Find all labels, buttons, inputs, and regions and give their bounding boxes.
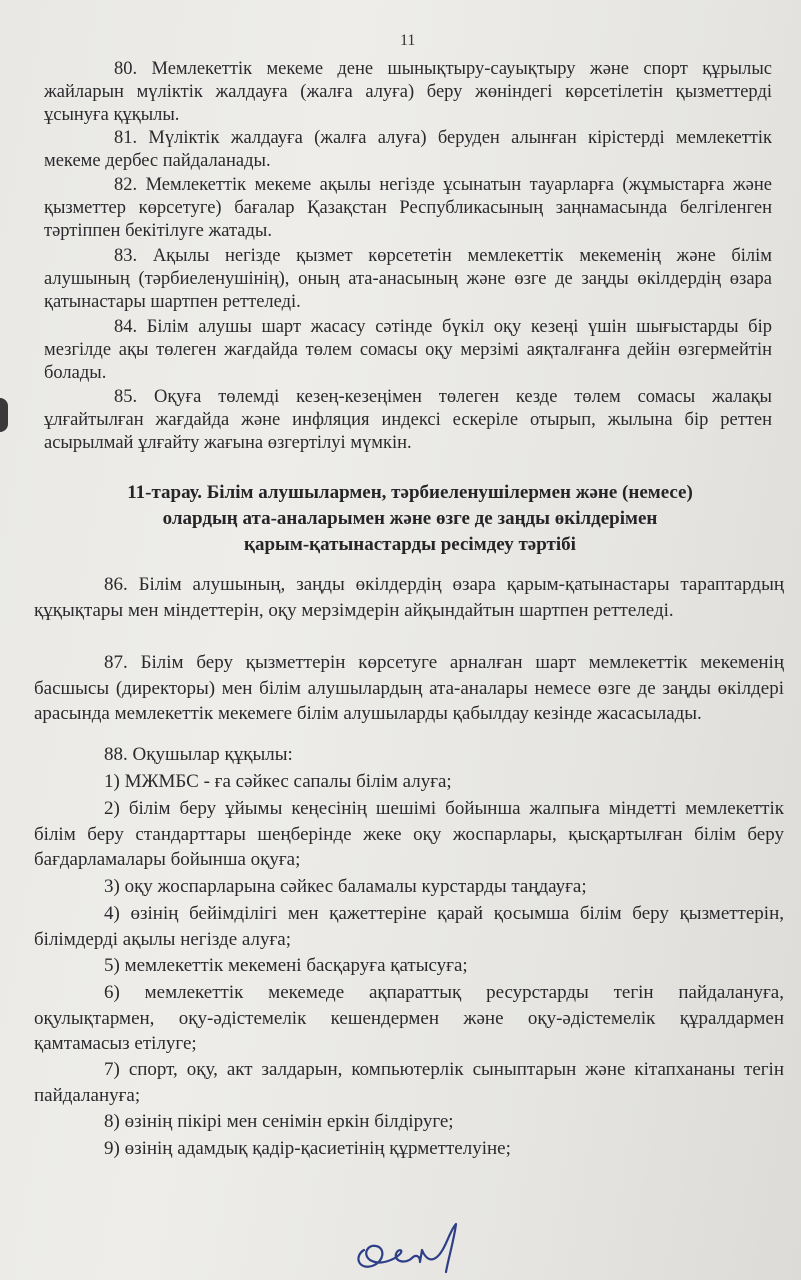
paragraph-85: 85. Оқуға төлемді кезең-кезеңімен төлеген кезде төлем сомасы жалақы ұлғайтылған жағдайда және инфляция индексі ескеріле отырып, жылына бір реттен асырылмай ұлғайту жағына өзгертілуі мүмкін. — [44, 387, 772, 453]
paragraph-87: 87. Білім беру қызметтерін көрсетуге арналған шарт мемлекеттік мекеменің басшысы (директоры) мен білім алушылардың ата-аналары немесе өзге де заңды өкілдері арасында мемлекеттік мекемеге білім алушыларды қабылдау кезінде жасасылады. — [34, 652, 784, 724]
list-item-3: 3) оқу жоспарларына сәйкес баламалы курстарды таңдауға; — [104, 876, 587, 897]
list-item-1: 1) МЖМБС - ға сәйкес сапалы білім алуға; — [104, 771, 452, 792]
handwritten-signature — [350, 1220, 480, 1278]
list-item-8: 8) өзінің пікірі мен сенімін еркін білдіруге; — [104, 1111, 454, 1132]
list-item-7: 7) спорт, оқу, акт залдарын, компьютерлік сыныптарын және кітапхананы тегін пайдалануға; — [34, 1059, 784, 1106]
list-item-2: 2) білім беру ұйымы кеңесінің шешімі бойынша жалпыға міндетті мемлекеттік білім беру стандарттары шеңберінде жеке оқу жоспарлары, қысқартылған білім беру бағдарламалары бойынша оқуға; — [34, 798, 784, 870]
list-item-6: 6) мемлекеттік мекемеде ақпараттық ресурстарды тегін пайдалануға, оқулықтармен, оқу-әдістемелік кешендермен және оқу-әдістемелік құралдармен қамтамасыз етілуге; — [34, 982, 784, 1054]
paragraph-84: 84. Білім алушы шарт жасасу сәтінде бүкіл оқу кезеңі үшін шығыстарды бір мезгілде ақы төлеген жағдайда төлем сомасы оқу мерзімі аяқталғанға дейін өзгермейтін болады. — [44, 317, 772, 383]
list-item-4: 4) өзінің бейімділігі мен қажеттеріне қарай қосымша білім беру қызметтерін, білімдерді ақылы негізде алуға; — [34, 903, 784, 950]
paragraph-80: 80. Мемлекеттік мекеме дене шынықтыру-сауықтыру және спорт құрылыс жайларын мүліктік жалдауға (жалға алуға) беру жөніндегі көрсетілетін қызметтерді ұсынуға құқылы. — [44, 59, 772, 125]
paragraph-86: 86. Білім алушының, заңды өкілдердің өзара қарым-қатынастары тараптардың құқықтары мен міндеттерін, оқу мерзімдерін айқындайтын шартпен реттеледі. — [34, 574, 784, 621]
list-item-5: 5) мемлекеттік мекемені басқаруға қатысуға; — [104, 955, 468, 976]
binder-hole-shadow — [0, 398, 8, 432]
chapter-heading-line-3: қарым-қатынастарды ресімдеу тәртібі — [244, 534, 576, 555]
list-item-9: 9) өзінің адамдық қадір-қасиетінің құрметтелуіне; — [104, 1138, 511, 1159]
paragraph-82: 82. Мемлекеттік мекеме ақылы негізде ұсынатын тауарларға (жұмыстарға және қызметтер көрсетуге) бағалар Қазақстан Республикасының заңнамасында белгіленген тәртіппен бекітілуге жатады. — [44, 175, 772, 241]
chapter-heading-line-1: 11-тарау. Білім алушылармен, тәрбиеленушілермен және (немесе) — [127, 482, 693, 503]
paragraph-83: 83. Ақылы негізде қызмет көрсететін мемлекеттік мекеменің және білім алушының (тәрбиеленушінің), оның ата-анасының және өзге де заңды өкілдердің өзара қатынастары шартпен реттеледі. — [44, 246, 772, 312]
paragraph-81: 81. Мүліктік жалдауға (жалға алуға) беруден алынған кірістерді мемлекеттік мекеме дербес пайдаланады. — [44, 128, 772, 171]
page-number: 11 — [400, 32, 416, 49]
chapter-heading-line-2: олардың ата-аналарымен және өзге де заңды өкілдерімен — [162, 508, 658, 529]
paragraph-88: 88. Оқушылар құқылы: — [104, 744, 293, 765]
chapter-heading — [70, 480, 750, 558]
